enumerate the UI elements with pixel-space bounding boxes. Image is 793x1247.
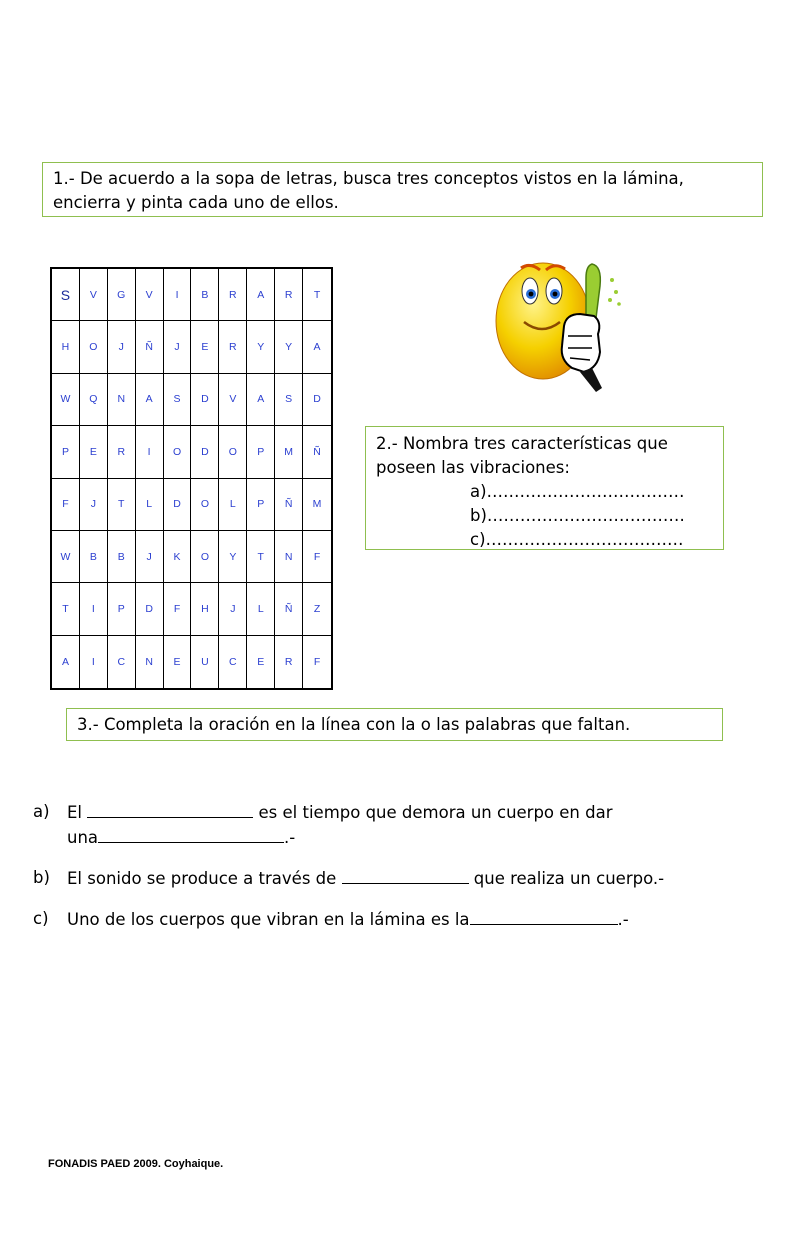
grid-cell[interactable]: O xyxy=(219,426,247,478)
sentence-c xyxy=(33,907,733,932)
grid-cell[interactable]: D xyxy=(303,374,331,426)
question-1-box xyxy=(42,162,763,217)
grid-cell[interactable]: E xyxy=(80,426,108,478)
grid-cell[interactable]: R xyxy=(275,636,303,688)
grid-cell[interactable]: J xyxy=(108,321,136,373)
sentence-a-text-1: El xyxy=(67,803,88,822)
grid-cell[interactable]: N xyxy=(136,636,164,688)
grid-cell[interactable]: Y xyxy=(219,531,247,583)
grid-cell[interactable]: Q xyxy=(80,374,108,426)
sentence-c-text-1: Uno de los cuerpos que vibran en la lámina es la xyxy=(67,910,470,929)
question-1-line-1: 1.- De acuerdo a la sopa de letras, busca tres conceptos vistos en la lámina, xyxy=(53,169,684,188)
grid-cell[interactable]: V xyxy=(219,374,247,426)
answer-line-a[interactable]: a)……………………………… xyxy=(470,482,685,501)
grid-cell[interactable]: I xyxy=(136,426,164,478)
grid-cell[interactable]: R xyxy=(108,426,136,478)
grid-cell[interactable]: I xyxy=(80,636,108,688)
answer-line-c[interactable]: c)……………………………… xyxy=(470,530,684,549)
grid-cell[interactable]: K xyxy=(164,531,192,583)
grid-cell[interactable]: V xyxy=(80,269,108,321)
answer-line-b[interactable]: b)……………………………… xyxy=(470,506,685,525)
blank-b[interactable] xyxy=(342,866,469,884)
grid-cell[interactable]: M xyxy=(303,479,331,531)
grid-cell[interactable]: N xyxy=(275,531,303,583)
grid-cell[interactable]: B xyxy=(80,531,108,583)
grid-cell[interactable]: Ñ xyxy=(136,321,164,373)
grid-cell[interactable]: Y xyxy=(247,321,275,373)
grid-cell[interactable]: Ñ xyxy=(275,479,303,531)
grid-cell[interactable]: O xyxy=(80,321,108,373)
grid-cell[interactable]: D xyxy=(191,374,219,426)
grid-cell[interactable]: S xyxy=(275,374,303,426)
grid-cell[interactable]: A xyxy=(52,636,80,688)
footer: FONADIS PAED 2009. Coyhaique. xyxy=(48,1158,224,1170)
sentence-a-text-4: .- xyxy=(284,828,296,847)
sentence-a-label: a) xyxy=(33,802,50,821)
grid-cell[interactable]: E xyxy=(191,321,219,373)
grid-cell[interactable]: C xyxy=(219,636,247,688)
grid-cell[interactable]: O xyxy=(191,479,219,531)
grid-cell[interactable]: P xyxy=(108,583,136,635)
question-2-line-2: poseen las vibraciones: xyxy=(376,458,570,477)
grid-cell[interactable]: J xyxy=(219,583,247,635)
grid-cell[interactable]: Ñ xyxy=(303,426,331,478)
sentence-b-label: b) xyxy=(33,868,50,887)
blank-a-1[interactable] xyxy=(87,800,253,818)
grid-cell[interactable]: D xyxy=(164,479,192,531)
grid-cell[interactable]: I xyxy=(164,269,192,321)
grid-cell[interactable]: W xyxy=(52,374,80,426)
grid-cell[interactable]: O xyxy=(191,531,219,583)
grid-cell[interactable]: F xyxy=(52,479,80,531)
grid-cell[interactable]: C xyxy=(108,636,136,688)
sentence-a xyxy=(33,800,733,850)
grid-cell[interactable]: E xyxy=(164,636,192,688)
grid-cell[interactable]: J xyxy=(136,531,164,583)
grid-cell[interactable]: Y xyxy=(275,321,303,373)
sentence-b xyxy=(33,866,733,891)
grid-cell[interactable]: B xyxy=(191,269,219,321)
grid-cell[interactable]: A xyxy=(303,321,331,373)
question-2-box xyxy=(365,426,724,550)
grid-cell[interactable]: Z xyxy=(303,583,331,635)
thumbs-up-smiley-icon xyxy=(488,256,628,396)
grid-cell[interactable]: G xyxy=(108,269,136,321)
grid-cell[interactable]: M xyxy=(275,426,303,478)
grid-cell[interactable]: S xyxy=(52,269,80,321)
grid-cell[interactable]: A xyxy=(247,269,275,321)
grid-cell[interactable]: H xyxy=(191,583,219,635)
grid-cell[interactable]: J xyxy=(80,479,108,531)
grid-cell[interactable]: F xyxy=(303,531,331,583)
grid-cell[interactable]: T xyxy=(108,479,136,531)
grid-cell[interactable]: Ñ xyxy=(275,583,303,635)
grid-cell[interactable]: A xyxy=(136,374,164,426)
grid-cell[interactable]: O xyxy=(164,426,192,478)
word-search-grid xyxy=(50,267,333,690)
sentence-b-text-2: que realiza un cuerpo.- xyxy=(468,869,665,888)
grid-cell[interactable]: R xyxy=(275,269,303,321)
grid-cell[interactable]: P xyxy=(52,426,80,478)
sentence-c-label: c) xyxy=(33,909,49,928)
sentence-b-text-1: El sonido se produce a través de xyxy=(67,869,342,888)
grid-cell[interactable]: W xyxy=(52,531,80,583)
grid-cell[interactable]: T xyxy=(303,269,331,321)
fill-in-sentences xyxy=(33,800,733,948)
sentence-c-text-2: .- xyxy=(617,910,629,929)
question-2-line-1: 2.- Nombra tres características que xyxy=(376,434,668,453)
question-1-line-2: encierra y pinta cada uno de ellos. xyxy=(53,193,339,212)
question-3-box xyxy=(66,708,723,741)
blank-c[interactable] xyxy=(470,907,618,925)
sentence-a-text-3: una xyxy=(67,828,99,847)
blank-a-2[interactable] xyxy=(98,825,284,843)
grid-cell[interactable]: D xyxy=(136,583,164,635)
grid-cell[interactable]: D xyxy=(191,426,219,478)
grid-cell[interactable]: B xyxy=(108,531,136,583)
grid-cell[interactable]: T xyxy=(247,531,275,583)
grid-cell[interactable]: V xyxy=(136,269,164,321)
grid-cell[interactable]: P xyxy=(247,426,275,478)
grid-cell[interactable]: L xyxy=(219,479,247,531)
grid-cell[interactable]: R xyxy=(219,269,247,321)
sentence-a-text-2: es el tiempo que demora un cuerpo en dar xyxy=(253,803,613,822)
grid-cell[interactable]: E xyxy=(247,636,275,688)
grid-cell[interactable]: N xyxy=(108,374,136,426)
grid-cell[interactable]: F xyxy=(164,583,192,635)
question-3-text: 3.- Completa la oración en la línea con la o las palabras que faltan. xyxy=(77,715,631,734)
grid-cell[interactable]: F xyxy=(313,655,321,668)
grid-cell[interactable]: T xyxy=(52,583,80,635)
grid-cell[interactable]: L xyxy=(247,583,275,635)
grid-cell[interactable]: H xyxy=(52,321,80,373)
grid-cell[interactable]: S xyxy=(164,374,192,426)
grid-cell[interactable]: J xyxy=(164,321,192,373)
grid-cell[interactable]: A xyxy=(247,374,275,426)
grid-cell[interactable]: P xyxy=(247,479,275,531)
grid-cell[interactable]: L xyxy=(136,479,164,531)
grid-cell[interactable]: R xyxy=(219,321,247,373)
grid-cell[interactable]: U xyxy=(191,636,219,688)
grid-cell[interactable]: I xyxy=(80,583,108,635)
